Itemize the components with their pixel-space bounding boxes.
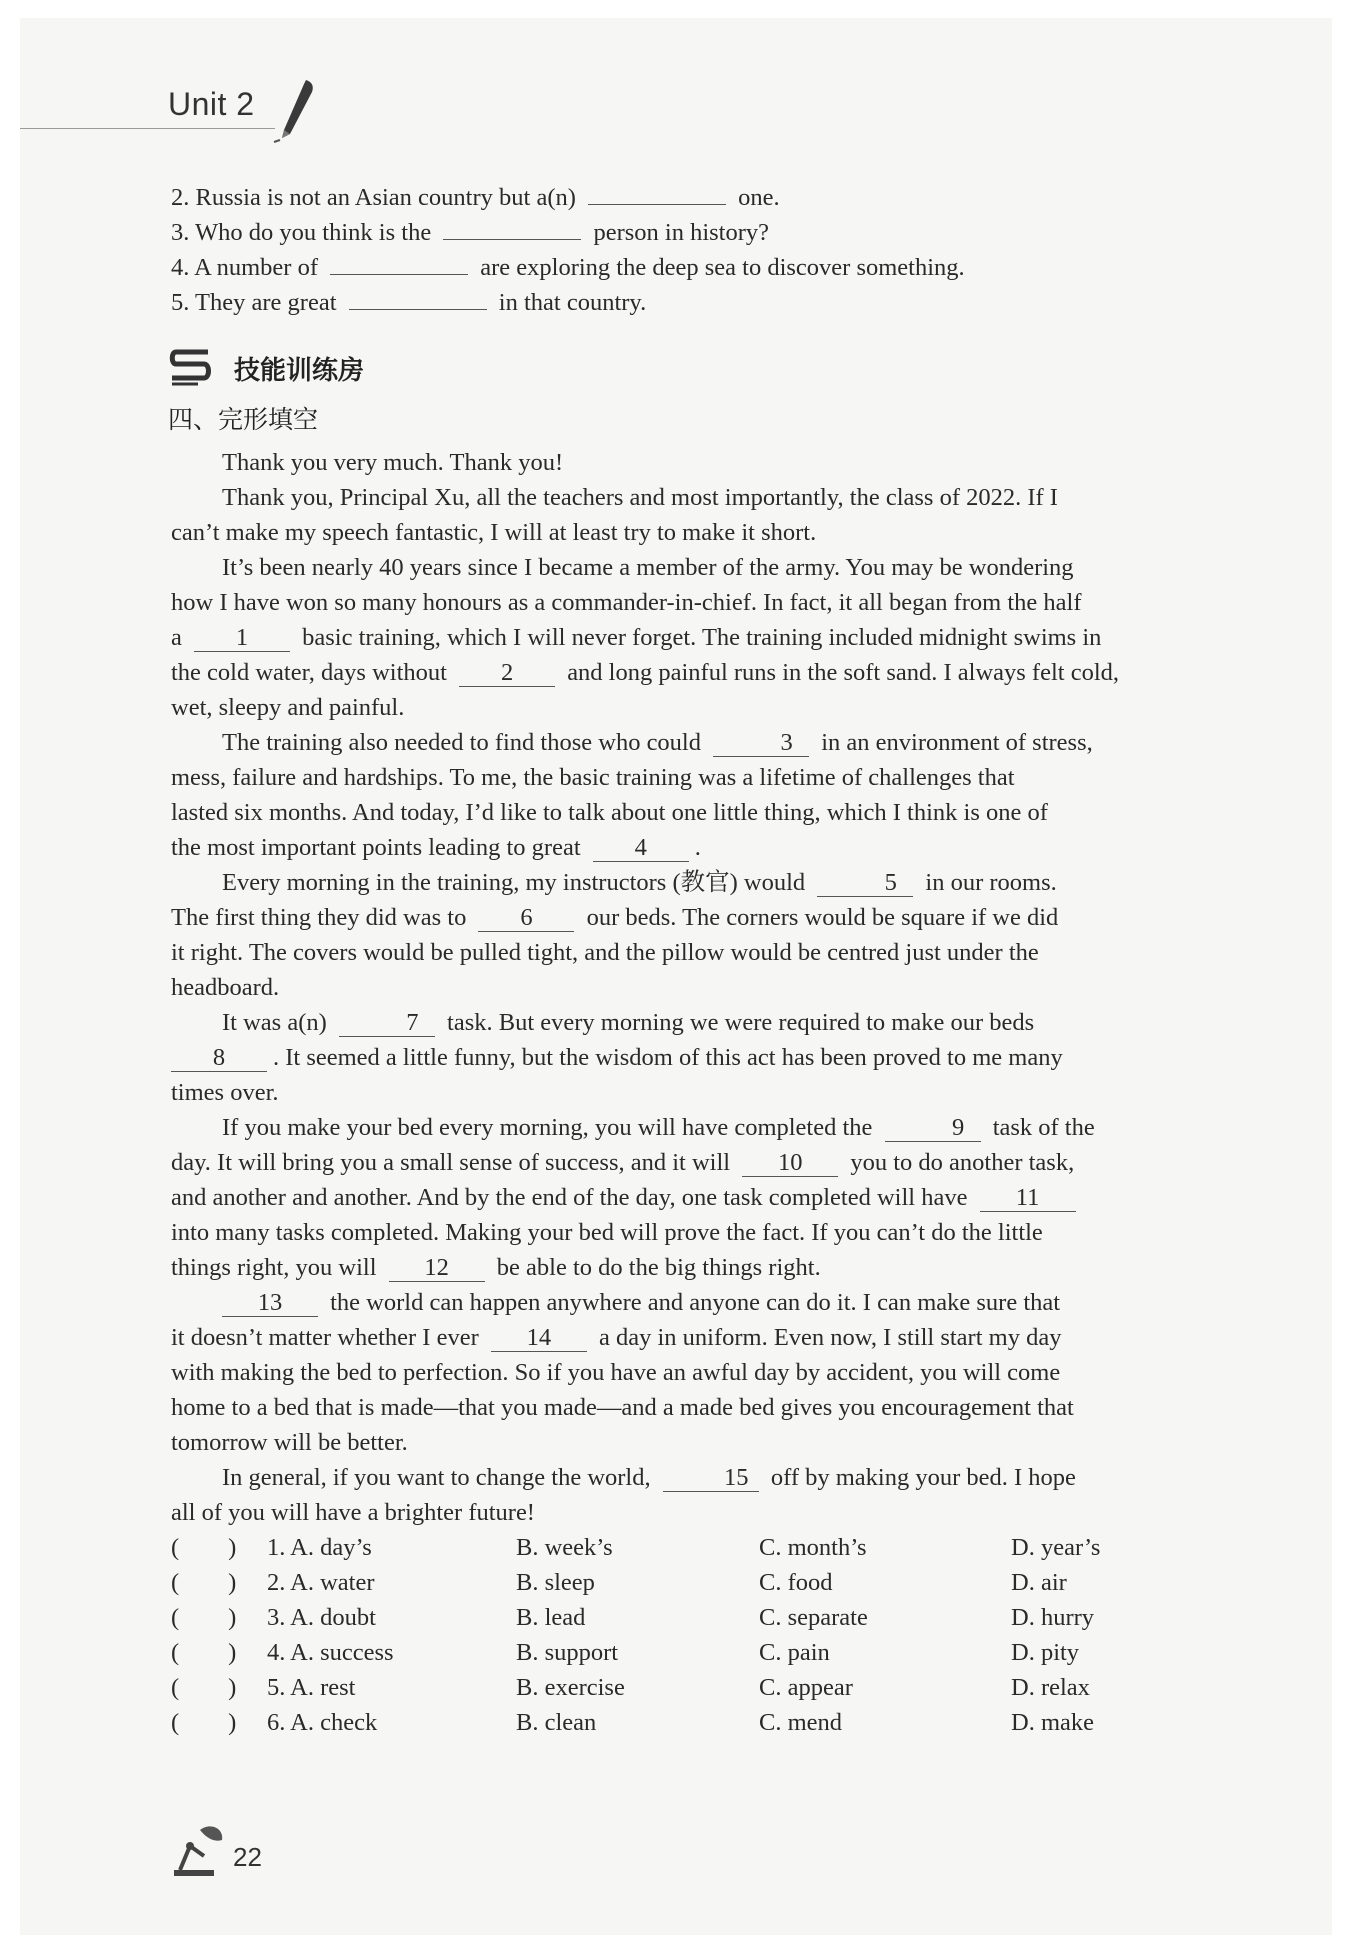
cloze-blank-1[interactable]: 1 <box>194 625 290 652</box>
answer-parens[interactable]: ( ) <box>171 1674 237 1701</box>
option-d[interactable]: D. air <box>1011 1569 1067 1596</box>
option-b[interactable]: B. sleep <box>516 1569 595 1596</box>
passage-line <box>171 1285 1211 1320</box>
subsection-title: 四、完形填空 <box>168 406 319 434</box>
answer-parens[interactable]: ( ) <box>171 1534 237 1561</box>
passage-text: The first thing they did was to <box>171 904 467 931</box>
option-a[interactable]: 3. A. doubt <box>267 1604 376 1631</box>
passage-line: Thank you, Principal Xu, all the teachers and most importantly, the class of 2022. If I <box>222 484 1058 511</box>
question-row <box>171 1635 1171 1670</box>
cloze-blank-8[interactable]: 8 <box>171 1045 267 1072</box>
passage-line <box>171 865 1211 900</box>
option-c[interactable]: C. appear <box>759 1674 853 1701</box>
passage-line: can’t make my speech fantastic, I will at least try to make it short. <box>171 519 817 546</box>
unit-title: Unit 2 <box>168 86 255 122</box>
cloze-blank-12[interactable]: 12 <box>389 1255 485 1282</box>
option-c[interactable]: C. month’s <box>759 1534 867 1561</box>
cloze-blank-5[interactable]: 5 <box>817 870 913 897</box>
cloze-blank-11[interactable]: 11 <box>980 1185 1076 1212</box>
passage-text: If you make your bed every morning, you will have completed the <box>222 1114 873 1141</box>
passage-text: . It seemed a little funny, but the wisdom of this act has been proved to me many <box>273 1044 1063 1071</box>
option-b[interactable]: B. exercise <box>516 1674 625 1701</box>
exercise-text: 3. Who do you think is the <box>171 219 432 246</box>
passage-line: wet, sleepy and painful. <box>171 694 405 721</box>
exercise-text: are exploring the deep sea to discover something. <box>480 254 965 281</box>
option-d[interactable]: D. make <box>1011 1709 1094 1736</box>
passage-text: Every morning in the training, my instructors (教官) would <box>222 869 806 896</box>
passage-text: our beds. The corners would be square if we did <box>586 904 1059 931</box>
option-a[interactable]: 5. A. rest <box>267 1674 356 1701</box>
cloze-blank-9[interactable]: 9 <box>885 1115 981 1142</box>
option-a[interactable]: 1. A. day’s <box>267 1534 372 1561</box>
option-d[interactable]: D. year’s <box>1011 1534 1101 1561</box>
passage-line <box>171 1250 1211 1285</box>
answer-parens[interactable]: ( ) <box>171 1639 237 1666</box>
passage-line <box>171 1110 1211 1145</box>
passage-text: day. It will bring you a small sense of success, and it will <box>171 1149 731 1176</box>
option-d[interactable]: D. pity <box>1011 1639 1080 1666</box>
option-b[interactable]: B. lead <box>516 1604 586 1631</box>
answer-blank[interactable] <box>349 287 487 310</box>
answer-parens[interactable]: ( ) <box>171 1569 237 1596</box>
cloze-blank-6[interactable]: 6 <box>478 905 574 932</box>
question-row <box>171 1705 1171 1740</box>
exercise-text: one. <box>738 184 780 211</box>
passage-text: off by making your bed. I hope <box>770 1464 1076 1491</box>
section-s-icon <box>168 346 214 388</box>
question-row <box>171 1670 1171 1705</box>
passage-line <box>171 1180 1211 1215</box>
passage-text: a <box>171 624 182 651</box>
passage-text: the cold water, days without <box>171 659 447 686</box>
passage-line <box>171 1145 1211 1180</box>
passage-text: in an environment of stress, <box>821 729 1093 756</box>
passage-text: the most important points leading to great <box>171 834 581 861</box>
passage-text: . <box>694 834 701 861</box>
cloze-blank-15[interactable]: 15 <box>663 1465 759 1492</box>
exercise-text: in that country. <box>498 289 647 316</box>
passage-line: it right. The covers would be pulled tight, and the pillow would be centred just under the <box>171 939 1039 966</box>
option-b[interactable]: B. clean <box>516 1709 597 1736</box>
passage-text: and long painful runs in the soft sand. I always felt cold, <box>567 659 1119 686</box>
cloze-blank-10[interactable]: 10 <box>742 1150 838 1177</box>
exercise-item-3 <box>171 215 769 250</box>
option-b[interactable]: B. support <box>516 1639 619 1666</box>
answer-blank[interactable] <box>588 182 726 205</box>
exercise-item-5 <box>171 285 646 320</box>
answer-parens[interactable]: ( ) <box>171 1604 237 1631</box>
cloze-blank-2[interactable]: 2 <box>459 660 555 687</box>
passage-line: with making the bed to perfection. So if you have an awful day by accident, you will come <box>171 1359 1061 1386</box>
passage-line <box>171 655 1211 690</box>
pen-icon <box>270 78 316 144</box>
passage-line <box>171 725 1211 760</box>
desk-lamp-icon <box>170 1820 228 1878</box>
option-a[interactable]: 6. A. check <box>267 1709 378 1736</box>
passage-line <box>171 620 1211 655</box>
passage-text: The training also needed to find those who could <box>222 729 701 756</box>
passage-text: task of the <box>992 1114 1095 1141</box>
passage-line: mess, failure and hardships. To me, the basic training was a lifetime of challenges that <box>171 764 1015 791</box>
passage-text: in our rooms. <box>925 869 1057 896</box>
passage-text: things right, you will <box>171 1254 377 1281</box>
cloze-blank-4[interactable]: 4 <box>593 835 689 862</box>
passage-line: how I have won so many honours as a commander-in-chief. In fact, it all began from the half <box>171 589 1082 616</box>
exercise-item-4 <box>171 250 965 285</box>
passage-line: It’s been nearly 40 years since I became a member of the army. You may be wondering <box>222 554 1074 581</box>
cloze-blank-14[interactable]: 14 <box>491 1325 587 1352</box>
option-c[interactable]: C. food <box>759 1569 833 1596</box>
exercise-text: 5. They are great <box>171 289 337 316</box>
passage-text: be able to do the big things right. <box>496 1254 821 1281</box>
passage-line <box>171 1005 1211 1040</box>
passage-line <box>171 1040 1211 1075</box>
section-title: 技能训练房 <box>234 355 365 385</box>
passage-text: and another and another. And by the end of the day, one task completed will have <box>171 1184 968 1211</box>
passage-line <box>171 1460 1211 1495</box>
passage-line <box>171 1320 1211 1355</box>
passage-text: it doesn’t matter whether I ever <box>171 1324 479 1351</box>
option-d[interactable]: D. relax <box>1011 1674 1090 1701</box>
header-rule <box>20 128 275 129</box>
passage-text: a day in uniform. Even now, I still start my day <box>598 1324 1062 1351</box>
cloze-blank-3[interactable]: 3 <box>713 730 809 757</box>
question-row <box>171 1565 1171 1600</box>
exercise-text: 4. A number of <box>171 254 318 281</box>
option-a[interactable]: 4. A. success <box>267 1639 394 1666</box>
question-row <box>171 1530 1171 1565</box>
option-c[interactable]: C. mend <box>759 1709 843 1736</box>
passage-line: Thank you very much. Thank you! <box>222 449 564 476</box>
option-c[interactable]: C. separate <box>759 1604 868 1631</box>
answer-blank[interactable] <box>443 217 581 240</box>
exercise-text: person in history? <box>593 219 770 246</box>
passage-line: headboard. <box>171 974 280 1001</box>
page-number: 22 <box>233 1842 262 1872</box>
option-c[interactable]: C. pain <box>759 1639 830 1666</box>
passage-line: home to a bed that is made—that you made—and a made bed gives you encouragement that <box>171 1394 1074 1421</box>
passage-text: It was a(n) <box>222 1009 327 1036</box>
passage-line <box>171 830 1211 865</box>
passage-line: lasted six months. And today, I’d like to talk about one little thing, which I think is one of <box>171 799 1048 826</box>
passage-text: you to do another task, <box>850 1149 1075 1176</box>
passage-text: the world can happen anywhere and anyone can do it. I can make sure that <box>330 1289 1061 1316</box>
passage-text: In general, if you want to change the world, <box>222 1464 651 1491</box>
passage-line: tomorrow will be better. <box>171 1429 408 1456</box>
passage-line: into many tasks completed. Making your bed will prove the fact. If you can’t do the little <box>171 1219 1043 1246</box>
option-b[interactable]: B. week’s <box>516 1534 613 1561</box>
cloze-blank-13[interactable]: 13 <box>222 1290 318 1317</box>
passage-line: times over. <box>171 1079 279 1106</box>
cloze-blank-7[interactable]: 7 <box>339 1010 435 1037</box>
passage-line: all of you will have a brighter future! <box>171 1499 535 1526</box>
question-row <box>171 1600 1171 1635</box>
passage-line <box>171 900 1211 935</box>
answer-blank[interactable] <box>330 252 468 275</box>
option-d[interactable]: D. hurry <box>1011 1604 1095 1631</box>
passage-text: task. But every morning we were required to make our beds <box>447 1009 1035 1036</box>
passage-text: basic training, which I will never forget. The training included midnight swims in <box>302 624 1102 651</box>
exercise-text: 2. Russia is not an Asian country but a(n) <box>171 184 576 211</box>
option-a[interactable]: 2. A. water <box>267 1569 375 1596</box>
answer-parens[interactable]: ( ) <box>171 1709 237 1736</box>
exercise-item-2 <box>171 180 780 215</box>
